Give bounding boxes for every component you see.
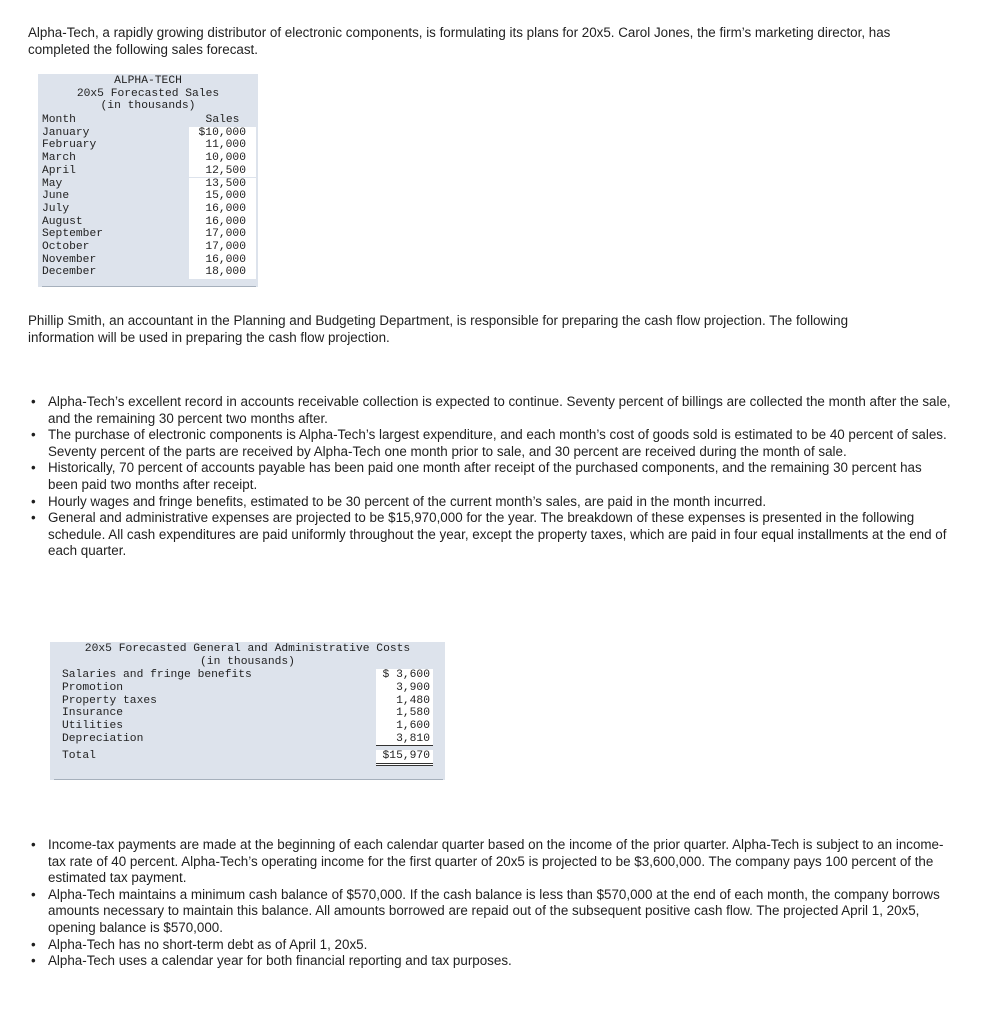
sales-cell: 16,000 <box>189 254 256 267</box>
table-row <box>38 254 258 267</box>
ga-label-cell: Salaries and fringe benefits <box>62 669 252 681</box>
month-cell: October <box>42 241 90 253</box>
ga-label-cell: Depreciation <box>62 733 144 745</box>
sales-cell: 18,000 <box>189 266 256 279</box>
ga-total-amount: $15,970 <box>376 750 433 766</box>
sales-table-title <box>38 74 258 113</box>
assumptions-list-2 <box>28 837 953 970</box>
table-row <box>38 178 258 191</box>
list-item: • Alpha-Tech’s excellent record in accounts receivable collection is expected to continue. Seventy percent of billings are collected the month after the sale, and the remaining 30 percent two months after. <box>28 394 953 427</box>
month-cell: November <box>42 253 97 266</box>
table-row <box>38 266 258 279</box>
table-row <box>38 127 258 140</box>
ga-amount-cell: 1,600 <box>376 720 433 733</box>
month-cell: July <box>42 202 70 215</box>
sales-col-month-header: Month <box>42 114 76 126</box>
sales-cell: 16,000 <box>189 216 256 229</box>
month-cell: August <box>42 215 83 228</box>
sales-forecast-table <box>38 74 258 287</box>
sales-table-title-name: 20x5 Forecasted Sales <box>76 87 220 100</box>
table-row <box>50 695 445 708</box>
sales-cell: 10,000 <box>189 152 256 165</box>
ga-label-cell: Property taxes <box>62 694 157 707</box>
ga-label-cell: Utilities <box>62 720 124 733</box>
ga-amount-cell: 1,480 <box>376 695 433 708</box>
sales-cell: 11,000 <box>189 139 256 152</box>
sales-cell: $10,000 <box>189 127 256 140</box>
month-cell: September <box>42 228 104 241</box>
sales-cell: 17,000 <box>189 241 256 254</box>
month-cell: April <box>42 164 76 177</box>
table-row <box>38 165 258 178</box>
sales-table-bottom-rule <box>42 286 256 287</box>
sales-cell: 12,500 <box>189 165 256 178</box>
ga-amount-cell: $ 3,600 <box>376 669 433 682</box>
ga-amount-cell: 3,900 <box>376 682 433 695</box>
table-row <box>50 720 445 733</box>
table-row <box>38 190 258 203</box>
ga-amount-cell: 1,580 <box>376 707 433 720</box>
ga-table-title <box>50 642 445 669</box>
ga-table-title-name: 20x5 Forecasted General and Administrative Costs <box>84 643 411 655</box>
intro-paragraph: Alpha-Tech, a rapidly growing distributor of electronic components, is formulating its plans for 20x5. Carol Jones, the firm’s marketing director, has completed the following sales forecast. <box>28 25 891 57</box>
list-item: • Alpha-Tech maintains a minimum cash balance of $570,000. If the cash balance is less than $570,000 at the end of each month, the company borrows amounts necessary to maintain this balance. All amounts borrowed are repaid out of the subsequent positive cash flow. The projected April 1, 20x5, opening balance is $570,000. <box>28 887 953 937</box>
month-cell: December <box>42 266 97 279</box>
list-item: • Historically, 70 percent of accounts payable has been paid one month after receipt of the purchased components, and the remaining 30 percent has been paid two months after receipt. <box>28 460 953 493</box>
sales-cell: 17,000 <box>189 228 256 241</box>
table-row <box>50 733 445 746</box>
ga-label-cell: Insurance <box>62 707 124 720</box>
cash-flow-paragraph: Phillip Smith, an accountant in the Planning and Budgeting Department, is responsible for preparing the cash flow projection. The following information will be used in preparing the cash flow projection. <box>28 313 849 345</box>
ga-amount-cell: 3,810 <box>376 733 433 746</box>
sales-table-header-row <box>38 114 258 127</box>
sales-cell: 16,000 <box>189 203 256 216</box>
list-item: • General and administrative expenses are projected to be $15,970,000 for the year. The breakdown of these expenses is presented in the following schedule. All cash expenditures are paid uniformly throughout the year, except the property taxes, which are paid in four equal installments at the end of each quarter. <box>28 510 953 560</box>
ga-total-label: Total <box>62 750 96 762</box>
table-row <box>50 682 445 695</box>
ga-table-bottom-rule <box>54 779 443 780</box>
month-cell: June <box>42 190 70 203</box>
list-item: • Alpha-Tech has no short-term debt as of April 1, 20x5. <box>28 937 953 954</box>
ga-table-title-units: (in thousands) <box>200 656 295 668</box>
table-row <box>38 228 258 241</box>
month-cell: February <box>42 139 97 152</box>
month-cell: May <box>42 177 63 190</box>
list-item: • The purchase of electronic components is Alpha-Tech’s largest expenditure, and each month’s cost of goods sold is estimated to be 40 percent of sales. Seventy percent of the parts are received by Alpha-Tech one month prior to sale, and 30 percent are received during the month of sale. <box>28 427 953 460</box>
sales-col-sales-header: Sales <box>205 114 240 126</box>
table-row <box>50 707 445 720</box>
table-row <box>50 669 445 682</box>
table-row <box>38 139 258 152</box>
ga-label-cell: Promotion <box>62 681 124 694</box>
table-row <box>38 152 258 165</box>
sales-cell: 15,000 <box>189 190 256 203</box>
month-cell: January <box>42 126 90 139</box>
assumptions-list-1 <box>28 394 953 560</box>
table-total-row <box>50 750 445 763</box>
table-row <box>38 216 258 229</box>
month-cell: March <box>42 152 76 165</box>
sales-table-title-units: (in thousands) <box>100 100 196 113</box>
table-row <box>38 241 258 254</box>
sales-cell: 13,500 <box>189 178 256 191</box>
sales-table-title-company: ALPHA-TECH <box>114 75 182 87</box>
list-item: • Hourly wages and fringe benefits, estimated to be 30 percent of the current month’s sales, are paid in the month incurred. <box>28 494 953 511</box>
list-item: • Alpha-Tech uses a calendar year for both financial reporting and tax purposes. <box>28 953 953 970</box>
list-item: • Income-tax payments are made at the beginning of each calendar quarter based on the income of the prior quarter. Alpha-Tech is subject to an income-tax rate of 40 percent. Alpha-Tech’s operating income for the first quarter of 20x5 is projected to be $3,600,000. The company pays 100 percent of the estimated tax payment. <box>28 837 953 887</box>
table-row <box>38 203 258 216</box>
ga-costs-table <box>50 642 445 780</box>
